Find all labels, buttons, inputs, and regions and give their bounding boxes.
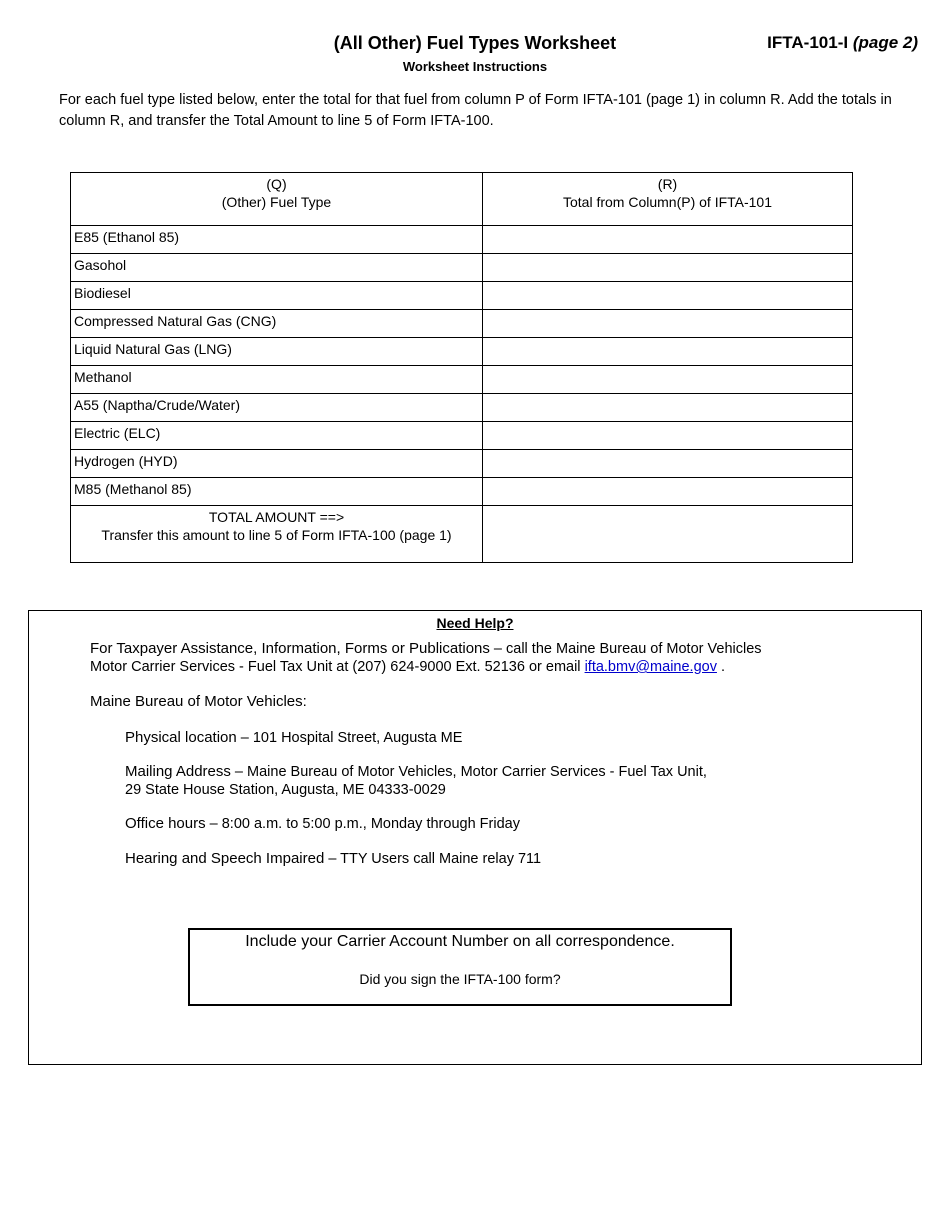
assistance-text-1: – call the Maine Bureau of Motor Vehicles bbox=[493, 641, 762, 657]
fuel-total-field[interactable] bbox=[483, 394, 853, 422]
physical-location bbox=[125, 729, 462, 747]
help-heading: Need Help? bbox=[436, 615, 514, 631]
column-q-title: (Other) Fuel Type bbox=[221, 194, 332, 210]
fuel-total-field[interactable] bbox=[483, 422, 853, 450]
email-link[interactable]: ifta.bmv@maine.gov bbox=[584, 659, 717, 675]
fuel-total-field[interactable] bbox=[483, 282, 853, 310]
worksheet-instructions: For each fuel type listed below, enter the total for that fuel from column P of Form IFTA-101 (page 1) in column R. Add the totals in column R, and transfer the Total Amount to line 5 of Form IFTA-100. bbox=[59, 92, 892, 129]
fuel-total-field[interactable] bbox=[483, 254, 853, 282]
table-row bbox=[71, 422, 853, 450]
fuel-total-field[interactable] bbox=[483, 366, 853, 394]
fuel-total-field[interactable] bbox=[483, 478, 853, 506]
fuel-total-field[interactable] bbox=[483, 226, 853, 254]
fuel-total-field[interactable] bbox=[483, 310, 853, 338]
fuel-type-cell: Methanol bbox=[71, 366, 483, 394]
assistance-label: For Taxpayer Assistance, Information, Forms or Publications bbox=[90, 640, 490, 657]
reminder-box bbox=[188, 928, 732, 1006]
table-row bbox=[71, 338, 853, 366]
table-header-row bbox=[71, 173, 853, 226]
fuel-total-field[interactable] bbox=[483, 450, 853, 478]
signature-reminder: Did you sign the IFTA-100 form? bbox=[359, 971, 561, 987]
page-label: (page 2) bbox=[852, 33, 918, 52]
table-row bbox=[71, 366, 853, 394]
column-q-header bbox=[71, 173, 483, 226]
total-label: TOTAL AMOUNT ==> bbox=[208, 509, 345, 525]
total-row bbox=[71, 506, 853, 563]
assistance-text-2: Motor Carrier Services - Fuel Tax Unit at (207) 624-9000 Ext. 52136 or email bbox=[90, 659, 581, 675]
fuel-type-cell: Electric (ELC) bbox=[71, 422, 483, 450]
table-row bbox=[71, 282, 853, 310]
table-row bbox=[71, 478, 853, 506]
mailing-address bbox=[125, 763, 825, 799]
table-row bbox=[71, 310, 853, 338]
fuel-type-cell: M85 (Methanol 85) bbox=[71, 478, 483, 506]
fuel-type-cell: E85 (Ethanol 85) bbox=[71, 226, 483, 254]
mailing-value-1: – Maine Bureau of Motor Vehicles, Motor Carrier Services - Fuel Tax Unit, bbox=[234, 764, 707, 780]
fuel-type-cell: Hydrogen (HYD) bbox=[71, 450, 483, 478]
tty-label: Hearing and Speech Impaired bbox=[125, 850, 325, 867]
table-row bbox=[71, 394, 853, 422]
fuel-type-cell: Gasohol bbox=[71, 254, 483, 282]
fuel-total-field[interactable] bbox=[483, 338, 853, 366]
column-r-code: (R) bbox=[657, 176, 678, 192]
tty-info bbox=[125, 850, 541, 868]
tty-value: – TTY Users call Maine relay 711 bbox=[328, 851, 542, 867]
fuel-type-cell: Compressed Natural Gas (CNG) bbox=[71, 310, 483, 338]
column-r-header bbox=[483, 173, 853, 226]
hours-label: Office hours bbox=[125, 815, 206, 832]
fuel-type-cell: A55 (Naptha/Crude/Water) bbox=[71, 394, 483, 422]
office-hours bbox=[125, 815, 520, 833]
fuel-type-cell: Biodiesel bbox=[71, 282, 483, 310]
form-id bbox=[767, 33, 918, 53]
assistance-end: . bbox=[720, 659, 726, 675]
fuel-type-cell: Liquid Natural Gas (LNG) bbox=[71, 338, 483, 366]
fuel-types-table bbox=[70, 172, 853, 563]
page-subtitle: Worksheet Instructions bbox=[402, 59, 548, 74]
mailing-value-2: 29 State House Station, Augusta, ME 04333-0029 bbox=[125, 782, 446, 798]
physical-label: Physical location bbox=[125, 729, 237, 746]
assistance-info bbox=[90, 640, 890, 676]
column-r-title: Total from Column(P) of IFTA-101 bbox=[562, 194, 773, 210]
total-amount-field[interactable] bbox=[483, 506, 853, 563]
hours-value: – 8:00 a.m. to 5:00 p.m., Monday through Friday bbox=[209, 816, 520, 832]
total-label-cell bbox=[71, 506, 483, 563]
table-row bbox=[71, 226, 853, 254]
bureau-heading: Maine Bureau of Motor Vehicles: bbox=[90, 693, 307, 710]
table-row bbox=[71, 450, 853, 478]
form-number: IFTA-101-I bbox=[767, 33, 849, 52]
total-note: Transfer this amount to line 5 of Form IFTA-100 (page 1) bbox=[101, 527, 452, 543]
page-title: (All Other) Fuel Types Worksheet bbox=[333, 33, 617, 53]
mailing-label: Mailing Address bbox=[125, 763, 231, 780]
physical-value: – 101 Hospital Street, Augusta ME bbox=[240, 730, 463, 746]
account-number-reminder: Include your Carrier Account Number on all correspondence. bbox=[245, 933, 675, 950]
table-row bbox=[71, 254, 853, 282]
column-q-code: (Q) bbox=[266, 176, 287, 192]
